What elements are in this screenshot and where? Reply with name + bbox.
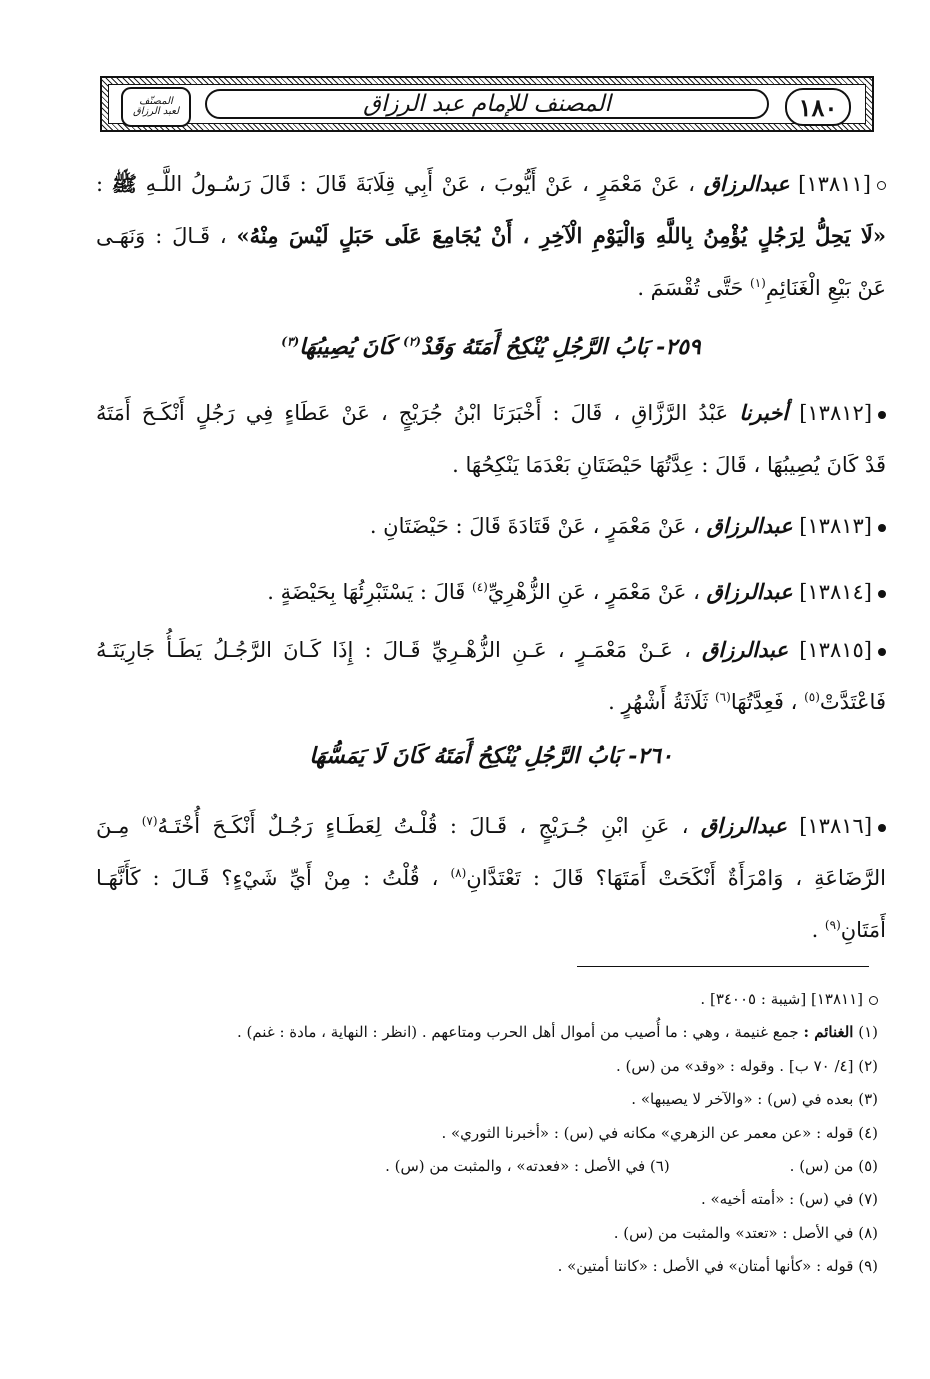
chapter-title-rest: كَانَ يُصِيبُهَا: [299, 334, 404, 360]
footnote-line: [130, 1250, 878, 1283]
footnote-line: [130, 983, 878, 1016]
text-run: [١٣٨١٣]: [792, 514, 872, 538]
text-run: ، عَنِ ابْنِ جُـرَيْجٍ ، قَـالَ : قُلْـتُ لِعَطَـاءٍ رَجُـلٌ أَنْكَـحَ أُخْتَـهُ: [157, 814, 701, 838]
footnote-ref: (٦): [714, 690, 731, 704]
running-header: [100, 76, 874, 132]
footnote-text: (٦) في الأصل : «فعدته» ، والمثبت من (س) .: [385, 1156, 670, 1175]
text-line: [96, 262, 886, 314]
hadith-bullet-marker: [878, 590, 886, 598]
text-run: [١٣٨١١]: [789, 172, 871, 196]
narrator-name: عبدالرزاق: [706, 579, 793, 604]
footnote-entry: [701, 1183, 878, 1216]
text-run: [١٣٨١٤]: [792, 580, 872, 604]
text-run: ثَلَاثَةُ أَشْهُرٍ .: [608, 690, 715, 714]
footnote-text: (٥) من (س) .: [789, 1156, 878, 1175]
text-line: [96, 500, 886, 552]
text-run: عَبْدُ الرَّزَّاقِ ، قَالَ : أَخْبَرَنَا ابْنُ جُرَيْجٍ ، عَنْ عَطَاءٍ فِي رَجُلٍ أَنْكَـحَ أَمَتَهُ: [96, 401, 740, 425]
text-line: [96, 387, 886, 439]
footnote-text: (٩) قوله : «كأنها أمتان» في الأصل : «كانتا أمتين» .: [557, 1257, 878, 1276]
footnote-ref: (٢): [403, 334, 421, 349]
seal-line: المصنّف: [139, 95, 173, 107]
footnotes: [130, 983, 878, 1284]
chapter-heading-260: [96, 743, 886, 769]
text-run: ، عَنْ مَعْمَرٍ ، عَنْ قَتَادَةَ قَالَ : حَيْضَتَانِ .: [369, 514, 707, 538]
header-frame: [108, 84, 866, 124]
text-run: ﷺ: [111, 171, 138, 196]
footnote-entry: [790, 1150, 878, 1183]
footnote-text: (٣) بعده في (س) : «والآخر لا يصيبها» .: [631, 1090, 878, 1109]
text-run: أَمَتَانِ: [840, 918, 886, 942]
text-line: [96, 158, 886, 210]
footnote-entry: [441, 1117, 878, 1150]
text-run: ، فَعِدَّتُهَا: [730, 690, 805, 714]
text-run: قَدْ كَانَ يُصِيبُهَا ، قَالَ : عِدَّتُهَا حَيْضَتَانِ بَعْدَمَا يَنْكِحُهَا .: [452, 453, 886, 477]
footnote-entry: [385, 1150, 670, 1183]
footnote-line: [130, 1016, 878, 1049]
text-run: «لَا يَحِلُّ لِرَجُلٍ يُؤْمِنُ بِاللَّهِ وَالْيَوْمِ الْآخِرِ ، أَنْ يُجَامِعَ عَلَى حَبَلٍ لَيْسَ مِنْهُ»: [236, 223, 886, 248]
footnote-text: جمع غنيمة ، وهي : ما أُصيب من أموال أهل الحرب ومتاعهم . (انظر : النهاية ، مادة : غنم) .: [236, 1023, 804, 1042]
hadith-bullet-marker: [878, 648, 886, 656]
text-run: [١٣٨١٦]: [786, 814, 873, 838]
text-line: [96, 904, 886, 956]
footnote-entry: [237, 1016, 878, 1049]
footnote-ref: (٩): [824, 918, 841, 932]
narrator-name: أخبرنا: [739, 400, 789, 425]
hadith-bullet-marker: [878, 524, 886, 532]
footnote-text: [١٣٨١١] [شيبة : ٣٤٠٠٥] .: [700, 990, 863, 1008]
footnote-line: [130, 1150, 878, 1183]
footnote-line: [130, 1183, 878, 1216]
text-run: فَاعْتَدَّتْ: [819, 690, 886, 714]
narrator-name: عبدالرزاق: [703, 171, 790, 196]
footnote-ref: (٤): [472, 580, 488, 594]
text-run: الرَّضَاعَةِ ، وَامْرَأَةٌ أَنْكَحَتْ أَمَتَهَا؟ قَالَ : تَعْتَدَّانِ: [466, 866, 886, 890]
hadith-13815: [96, 624, 886, 728]
text-run: مِـنَ: [96, 814, 142, 838]
narrator-name: عبدالرزاق: [706, 513, 793, 538]
footnote-line: [130, 1083, 878, 1116]
text-run: عَنْ بَيْعِ الْغَنَائِمِ: [765, 276, 886, 300]
hadith-13814: [96, 566, 886, 618]
page-number: ١٨٠: [785, 88, 851, 126]
text-run: ، قَـالَ : وَنَهَـى: [96, 224, 237, 248]
text-run: ، عَنْ مَعْمَرٍ ، عَنْ أَيُّوبَ ، عَنْ أَبِي قِلَابَةَ قَالَ : قَالَ رَسُـولُ اللَّـهِ: [137, 172, 704, 196]
hadith-13812: [96, 387, 886, 491]
footnote-ref: (٨): [450, 866, 467, 880]
text-run: [١٣٨١٢]: [788, 401, 873, 425]
footnote-entry: [558, 1250, 878, 1283]
footnote-ref: (٥): [804, 690, 820, 704]
footnote-text: (٢) [٤/ ٧٠ ب] . وقوله : «وقد» من (س) .: [615, 1056, 878, 1075]
text-run: قَالَ : يَسْتَبْرِئُهَا بِحَيْضَةٍ .: [267, 580, 473, 604]
text-run: ، عَنْ مَعْمَرٍ ، عَنِ الزُّهْرِيِّ: [487, 580, 707, 604]
text-line: [96, 624, 886, 676]
text-line: [96, 210, 886, 262]
text-line: [96, 852, 886, 904]
text-line: [96, 800, 886, 852]
footnote-text: (٤) قوله : «عن معمر عن الزهري» مكانه في (س) : «أخبرنا الثوري» .: [441, 1123, 878, 1142]
footnote-line: [130, 1217, 878, 1250]
hadith-13813: [96, 500, 886, 552]
text-line: [96, 439, 886, 491]
footnote-keyword: الغنائم :: [803, 1023, 854, 1042]
footnote-separator: [577, 966, 869, 967]
text-run: ، قُلْتُ : مِنْ أَيِّ شَيْءٍ؟ قَـالَ : كَأَنَّهَـا: [96, 866, 451, 890]
narrator-name: عبدالرزاق: [702, 637, 789, 662]
hadith-ring-marker: [877, 181, 886, 190]
footnote-ref: (٧): [141, 814, 158, 828]
footnote-text: (٧) في (س) : «أمته أخيه» .: [700, 1190, 878, 1209]
text-run: .: [811, 918, 825, 942]
hadith-13816: [96, 800, 886, 956]
source-ring-marker: [869, 996, 878, 1005]
text-run: :: [96, 172, 112, 196]
text-line: [96, 566, 886, 618]
hadith-13811: [96, 158, 886, 314]
book-title: المصنف للإمام عبد الرزاق: [205, 89, 769, 119]
text-line: [96, 676, 886, 728]
footnote-ref: (٣): [281, 334, 300, 349]
hadith-bullet-marker: [878, 411, 886, 419]
footnote-entry: [614, 1217, 878, 1250]
footnote-text: (٨) في الأصل : «تعتد» والمثبت من (س) .: [613, 1223, 878, 1242]
footnote-entry: [616, 1050, 878, 1083]
footnote-entry: [631, 1083, 878, 1116]
chapter-title: ٢٦٠- بَابُ الرَّجُلِ يُنْكِحُ أَمَتَهُ كَانَ لَا يَمَسُّهَا: [309, 743, 673, 769]
hadith-bullet-marker: [878, 824, 886, 832]
seal-line: لعبد الرزاق: [132, 106, 180, 117]
footnote-ref: (١): [750, 276, 766, 290]
footnote-text: (١): [853, 1023, 878, 1042]
text-run: ، عَـنْ مَعْمَـرٍ ، عَـنِ الزُّهْـرِيِّ قَـالَ : إِذَا كَـانَ الرَّجُـلُ يَطَـأُ جَارِيَتَـهُ: [96, 638, 703, 662]
text-run: [١٣٨١٥]: [788, 638, 872, 662]
chapter-heading-259: [96, 334, 886, 360]
narrator-name: عبدالرزاق: [700, 813, 787, 838]
text-run: حَتَّى تُقْسَمَ .: [637, 276, 751, 300]
chapter-title: ٢٥٩- بَابُ الرَّجُلِ يُنْكِحُ أَمَتَهُ وَقَدْ: [420, 334, 701, 360]
footnote-line: [130, 1117, 878, 1150]
publisher-seal-logo: [121, 87, 191, 127]
footnote-line: [130, 1050, 878, 1083]
footnote-entry: [700, 983, 878, 1016]
